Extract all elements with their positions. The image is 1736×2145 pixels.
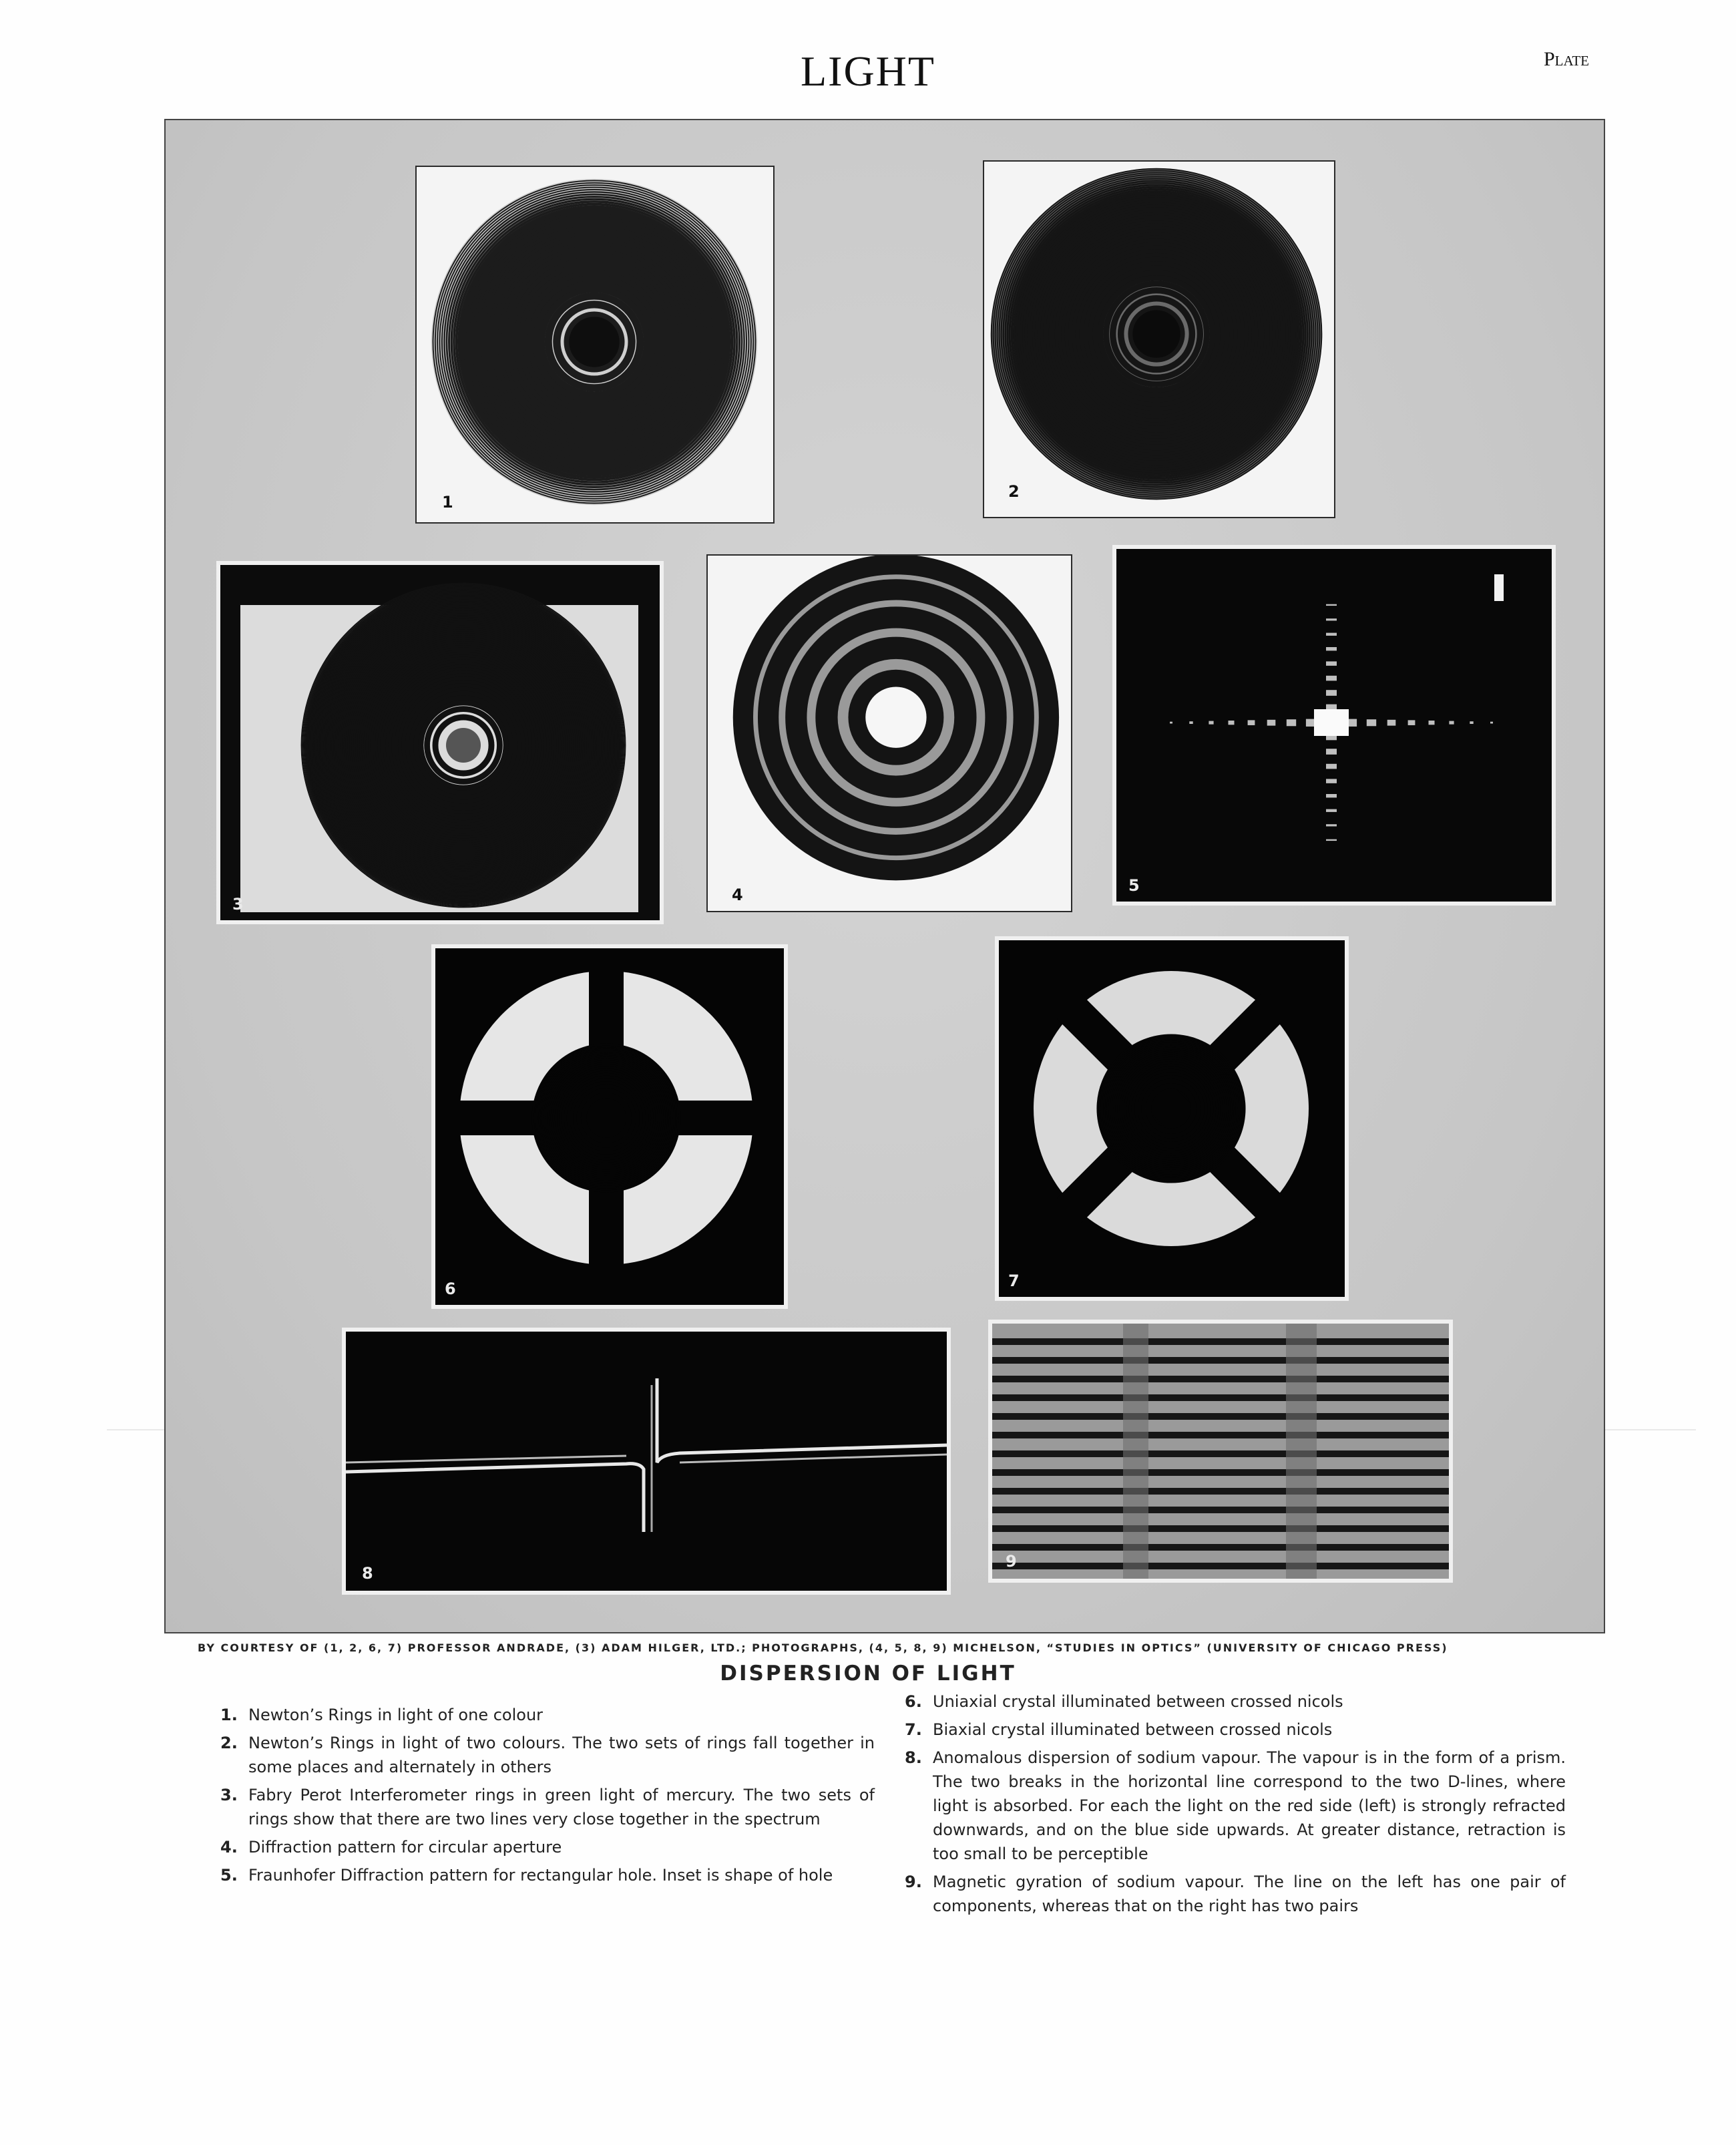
caption-number: 7. — [905, 1720, 922, 1739]
photo-4-circular-aperture — [706, 554, 1072, 912]
caption-number: 5. — [220, 1866, 238, 1885]
photo-number: 7 — [1008, 1272, 1020, 1290]
caption-text: Newton’s Rings in light of two colours. The two sets of rings fall together in some places and alternately in others — [248, 1734, 875, 1776]
photo-1-newtons-rings — [415, 166, 775, 524]
photo-9-magnetic-gyration — [988, 1320, 1453, 1583]
biaxial-crystal-image — [999, 940, 1345, 1297]
photo-number: 2 — [1008, 482, 1020, 501]
caption-text: Fraunhofer Diffraction pattern for rectangular hole. Inset is shape of hole — [248, 1866, 833, 1885]
inset-hole-shape — [1494, 574, 1504, 601]
photo-number: 9 — [1006, 1552, 1017, 1571]
caption-item — [905, 1746, 1566, 1866]
caption-item — [905, 1870, 1566, 1918]
caption-text: Biaxial crystal illuminated between crossed nicols — [933, 1720, 1333, 1739]
caption-text: Newton’s Rings in light of one colour — [248, 1706, 544, 1724]
anomalous-dispersion-image — [346, 1332, 947, 1591]
fabry-perot-image — [220, 565, 660, 920]
newtons-rings-image — [417, 167, 773, 522]
photo-number: 1 — [442, 493, 453, 512]
caption-number: 4. — [220, 1838, 238, 1857]
photo-number: 8 — [362, 1564, 373, 1583]
magnetic-gyration-image — [992, 1324, 1449, 1579]
caption-item — [220, 1783, 875, 1831]
photo-8-anomalous-dispersion — [342, 1328, 951, 1595]
photo-credit: BY COURTESY OF (1, 2, 6, 7) PROFESSOR ANDRADE, (3) ADAM HILGER, LTD.; PHOTOGRAPHS, (4, 5, 8, 9) MICHELSON, “STUDIES IN OPTICS” (UNIVERSITY OF CHICAGO PRESS) — [198, 1641, 1448, 1654]
photo-5-rectangular-hole — [1112, 545, 1556, 906]
photo-2-newtons-rings — [983, 160, 1335, 518]
photo-number: 3 — [232, 895, 244, 914]
section-title: DISPERSION OF LIGHT — [720, 1662, 1016, 1686]
photo-6-uniaxial-crystal — [431, 944, 788, 1309]
circular-aperture-image — [708, 556, 1071, 911]
caption-number: 9. — [905, 1873, 922, 1891]
caption-text: Diffraction pattern for circular aperture — [248, 1838, 562, 1857]
caption-item — [220, 1731, 875, 1779]
caption-item — [220, 1863, 875, 1887]
caption-number: 2. — [220, 1734, 238, 1752]
plate-label: Plate — [1543, 48, 1589, 70]
caption-text: Fabry Perot Interferometer rings in green light of mercury. The two sets of rings show that there are two lines very close together in the spectrum — [248, 1786, 875, 1828]
photo-number: 5 — [1128, 876, 1140, 895]
photo-number: 4 — [732, 886, 743, 904]
caption-number: 6. — [905, 1692, 922, 1711]
photo-number: 6 — [445, 1280, 456, 1298]
photo-7-biaxial-crystal — [995, 936, 1349, 1301]
caption-text: Anomalous dispersion of sodium vapour. The vapour is in the form of a prism. The two breaks in the horizontal line correspond to the two D-lines, where light is absorbed. For each the light on the red side (left) is strongly refracted downwards, and on the blue side upwards. At greater distance, retraction is too small to be perceptible — [933, 1748, 1566, 1863]
caption-number: 1. — [220, 1706, 238, 1724]
newtons-rings-image — [984, 162, 1334, 517]
captions-left — [220, 1703, 875, 1891]
rectangular-hole-image — [1116, 549, 1552, 902]
caption-text: Magnetic gyration of sodium vapour. The line on the left has one pair of components, whereas that on the right has two pairs — [933, 1873, 1566, 1915]
uniaxial-crystal-image — [435, 948, 784, 1305]
photo-3-fabry-perot — [216, 561, 664, 924]
caption-number: 8. — [905, 1748, 922, 1767]
caption-item — [905, 1690, 1566, 1714]
caption-number: 3. — [220, 1786, 238, 1804]
captions-right — [905, 1690, 1566, 1922]
caption-item — [220, 1703, 875, 1727]
caption-item — [220, 1835, 875, 1859]
caption-item — [905, 1718, 1566, 1742]
plate-panel — [164, 119, 1605, 1633]
caption-text: Uniaxial crystal illuminated between crossed nicols — [933, 1692, 1343, 1711]
page-title: LIGHT — [801, 47, 935, 95]
